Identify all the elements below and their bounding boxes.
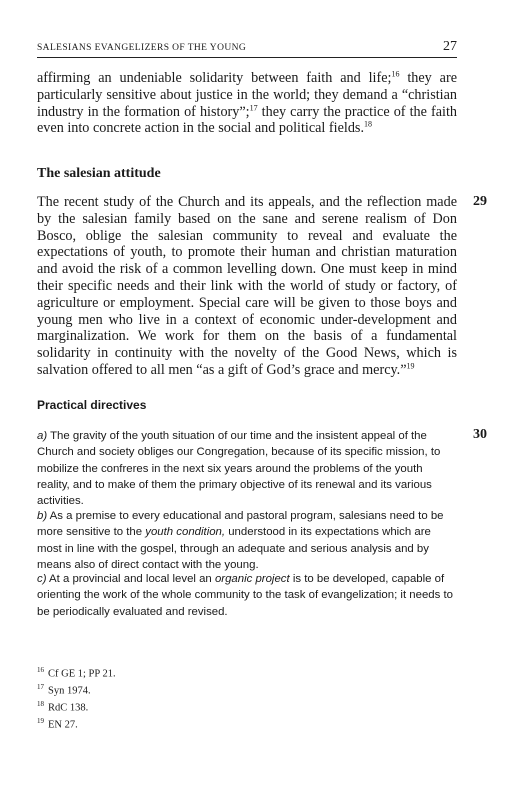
paragraph-intro-text-1: affirming an undeniable solidarity between faith and life;	[37, 70, 392, 86]
directive-c-emphasis: organic project	[214, 573, 290, 585]
page-number: 27	[443, 39, 457, 54]
footnote-number: 18	[37, 700, 44, 708]
directive-a	[37, 428, 458, 509]
directive-b-text-2: understood in its expectations which are most in line with the gospel, through an adequate and serious analysis and by means also of direct contact with the young.	[37, 526, 431, 571]
directive-b-text-1: As a premise to every educational and pastoral program, salesians need to be more sensitive to the	[37, 510, 444, 539]
section-heading-practical-directives: Practical directives	[37, 398, 147, 412]
footnote	[37, 681, 237, 698]
paragraph-intro-text-2: they are particularly sensitive about justice in the world; they demand a “christian industry in the formation of history”;	[37, 70, 457, 120]
footnote-number: 17	[37, 683, 44, 691]
footnote-ref-16: 16	[391, 69, 400, 79]
footnote	[37, 698, 237, 715]
directive-b	[37, 508, 458, 573]
footnote-ref-17: 17	[249, 102, 258, 112]
footnote-text: RdC 138.	[48, 702, 89, 714]
footnote-text: Cf GE 1; PP 21.	[48, 668, 116, 680]
footnote-ref-18: 18	[364, 119, 372, 129]
directive-c-text-2: is to be developed, capable of orienting the work of the whole community to the task of evangelization; it needs to be periodically evaluated and revised.	[37, 573, 453, 618]
section-heading-salesian-attitude: The salesian attitude	[37, 166, 161, 181]
directive-a-text: The gravity of the youth situation of our time and the insistent appeal of the Church and society obliges our Congregation, because of its specific mission, to mobilize the confreres in the next six years around the problems of the youth reality, and to make of them the primary objective of its renewal and its various activities.	[37, 430, 441, 508]
directive-b-emphasis: youth condition,	[145, 526, 226, 539]
paragraph-salesian-attitude-text: The recent study of the Church and its appeals, and the reflection made by the salesian family based on the sane and serene realism of Don Bosco, oblige the salesian community to reveal and evaluate the expectations of youth, to promote their human and christian maturation and avoid the risk of a common levelling down. One must keep in mind their specific needs and their link with the world of study or factory, of agriculture or employment. Special care will be given to those boys and young men who live in a context of economic under-development and marginalization. We work for them on the basis of a fundamental solidarity in continuity with the novelty of the Good News, which is salvation offered to all men “as a gift of God’s grace and mercy.”	[37, 194, 457, 378]
footnote	[37, 664, 237, 681]
running-head: SALESIANS EVANGELIZERS OF THE YOUNG	[37, 43, 247, 53]
directive-c	[37, 571, 458, 620]
page-header	[37, 37, 457, 58]
footnote	[37, 715, 237, 732]
footnote-number: 19	[37, 717, 44, 725]
footnote-number: 16	[37, 666, 44, 674]
footnote-text: Syn 1974.	[48, 685, 91, 697]
directive-c-text-1: At a provincial and local level an	[46, 573, 215, 585]
margin-number-29: 29	[473, 194, 487, 209]
footnote-ref-19: 19	[406, 361, 415, 371]
directive-b-letter: b)	[37, 510, 48, 522]
directive-c-letter: c)	[37, 573, 47, 585]
paragraph-intro	[37, 70, 457, 137]
directive-a-letter: a)	[37, 430, 48, 442]
footnotes	[37, 664, 237, 732]
footnote-text: EN 27.	[48, 719, 78, 731]
paragraph-intro-text-3: they carry the practice of the faith even into concrete action in the social and political fields.	[37, 103, 457, 137]
paragraph-salesian-attitude	[37, 194, 457, 379]
margin-number-30: 30	[473, 427, 487, 442]
